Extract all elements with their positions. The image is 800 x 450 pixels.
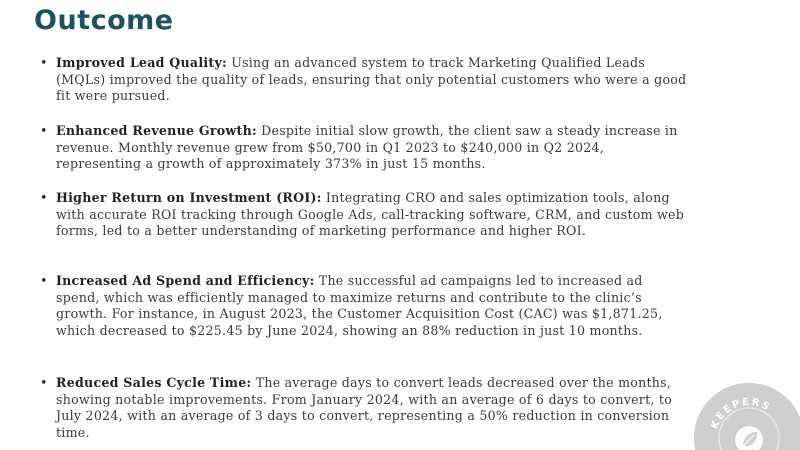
outcome-item-lead-quality xyxy=(40,55,690,105)
company-logo xyxy=(694,383,800,450)
outcome-item-ad-spend xyxy=(40,273,690,339)
outcome-item-revenue-growth xyxy=(40,123,690,173)
outcome-item-roi xyxy=(40,190,690,240)
outcome-item-heading: Reduced Sales Cycle Time: xyxy=(56,375,252,390)
outcome-item-heading: Improved Lead Quality: xyxy=(56,55,227,70)
bullet-icon: • xyxy=(40,273,48,288)
outcome-item-heading: Enhanced Revenue Growth: xyxy=(56,123,257,138)
outcome-item-body: The average days to convert leads decreased over the months, showing notable improvements. From January 2024, with an average of 6 days to convert, to July 2024, with an average of 3 days to convert, representing a 50% reduction in conversion time. xyxy=(56,375,673,440)
outcome-item-body: Using an advanced system to track Marketing Qualified Leads (MQLs) improved the quality of leads, ensuring that only potential customers who were a good fit were pursued. xyxy=(56,55,687,104)
outcome-item-body: The successful ad campaigns led to increased ad spend, which was efficiently managed to maximize returns and contribute to the clinic’s growth. For instance, in August 2023, the Customer Acquisition Cost (CAC) was $1,871.25, which decreased to $225.45 by June 2024, showing an 88% reduction in just 10 months. xyxy=(56,273,663,338)
outcome-item-text xyxy=(56,123,690,173)
outcome-item-sales-cycle xyxy=(40,375,690,441)
bullet-icon: • xyxy=(40,123,48,138)
bullet-icon: • xyxy=(40,190,48,205)
logo-text: KEEPERS xyxy=(709,396,773,431)
logo-badge-icon xyxy=(694,383,800,450)
outcome-item-text xyxy=(56,273,690,339)
outcome-item-body: Integrating CRO and sales optimization tools, along with accurate ROI tracking through Google Ads, call-tracking software, CRM, and custom web forms, led to a better understanding of marketing performance and higher ROI. xyxy=(56,190,685,239)
outcome-item-text xyxy=(56,375,690,441)
outcome-item-body: Despite initial slow growth, the client saw a steady increase in revenue. Monthly revenue grew from $50,700 in Q1 2023 to $240,000 in Q2 2024, representing a growth of approximately 373% in just 15 months. xyxy=(56,123,678,172)
outcome-item-heading: Increased Ad Spend and Efficiency: xyxy=(56,273,315,288)
outcome-item-heading: Higher Return on Investment (ROI): xyxy=(56,190,322,205)
outcome-item-text xyxy=(56,190,690,240)
outcome-item-text xyxy=(56,55,690,105)
page-title: Outcome xyxy=(34,5,174,36)
bullet-icon: • xyxy=(40,375,48,390)
bullet-icon: • xyxy=(40,55,48,70)
